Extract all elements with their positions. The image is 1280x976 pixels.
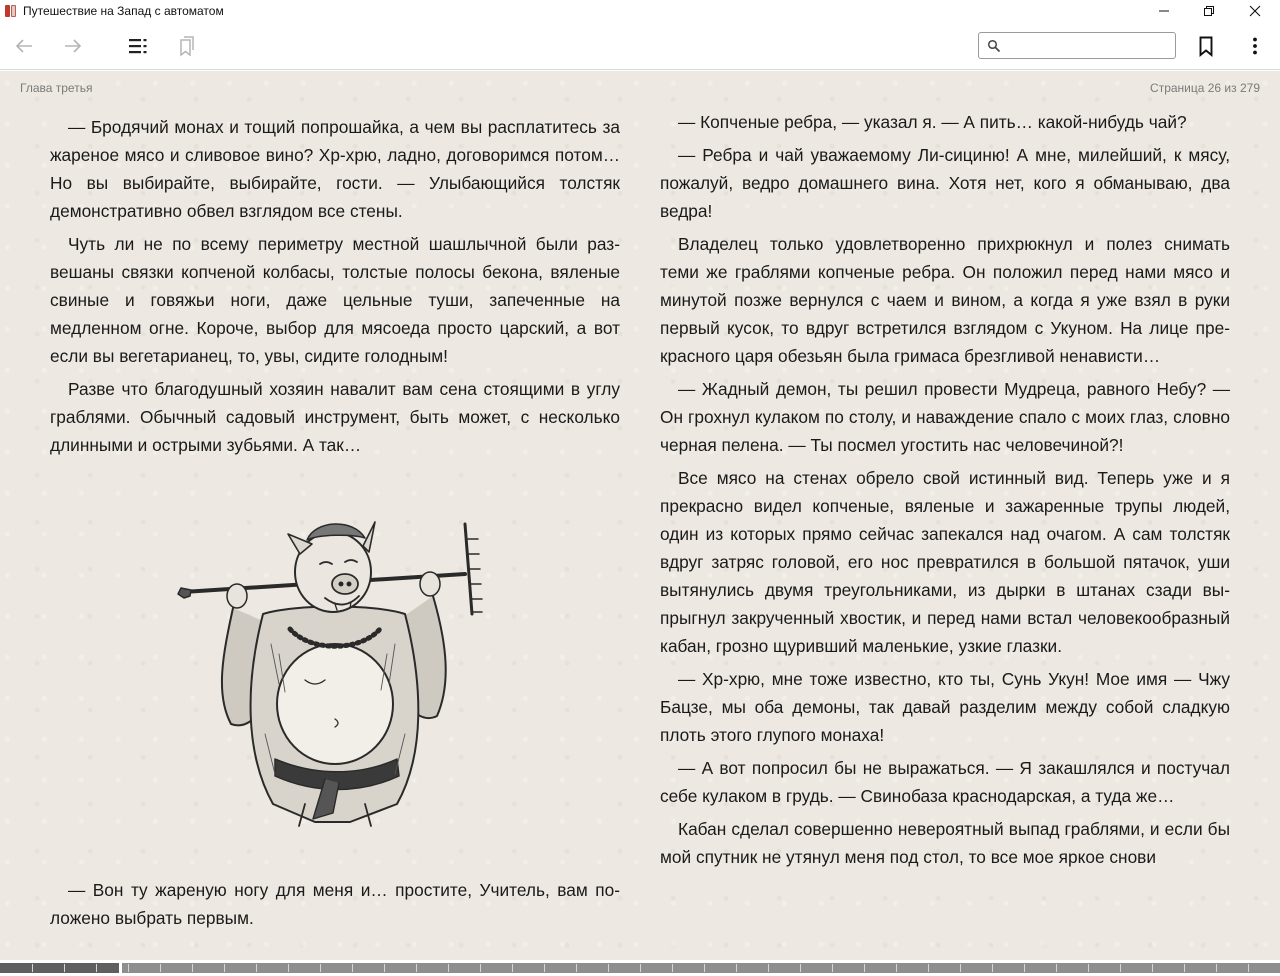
chapter-tick bbox=[1024, 964, 1025, 972]
progress-thumb[interactable] bbox=[119, 963, 122, 973]
chapter-tick bbox=[32, 964, 33, 972]
menu-button[interactable] bbox=[1243, 34, 1267, 58]
app-book-icon bbox=[4, 4, 18, 18]
chapter-tick bbox=[1120, 964, 1121, 972]
chapter-tick bbox=[1184, 964, 1185, 972]
chapter-tick bbox=[768, 964, 769, 972]
chapter-tick bbox=[1216, 964, 1217, 972]
chapter-tick bbox=[544, 964, 545, 972]
restore-button[interactable] bbox=[1186, 0, 1232, 22]
paragraph: — Ребра и чай уважаемому Ли-сициню! А мне, милейший, к мясу, пожалуй, ведро домашнего вина. Хотя нет, кого я обманываю, два ведра! bbox=[660, 145, 1230, 221]
chapter-tick bbox=[1152, 964, 1153, 972]
minimize-icon bbox=[1158, 5, 1170, 17]
chapter-tick bbox=[736, 964, 737, 972]
chapter-tick bbox=[96, 964, 97, 972]
paragraph: Кабан сделал совершенно невероятный выпад граблями, и если бы мой спутник не утянул меня под стол, то все мое яркое снови bbox=[660, 819, 1230, 867]
forward-button[interactable] bbox=[61, 34, 85, 58]
reading-progress-bar[interactable] bbox=[0, 960, 1280, 976]
page-indicator: Страница 26 из 279 bbox=[1150, 81, 1260, 95]
chapter-tick bbox=[416, 964, 417, 972]
left-page-text-bottom bbox=[50, 876, 620, 932]
search-icon bbox=[987, 39, 1001, 53]
chapter-tick bbox=[832, 964, 833, 972]
chapter-tick bbox=[384, 964, 385, 972]
chapter-tick bbox=[800, 964, 801, 972]
left-page-text bbox=[50, 113, 620, 464]
toolbar bbox=[0, 22, 1280, 70]
search-input[interactable] bbox=[1005, 36, 1171, 55]
chapter-tick bbox=[1088, 964, 1089, 972]
paragraph: Все мясо на стенах обрело свой истинный вид. Теперь уже и я прекрасно видел копченые, вяленые и зажаренные трупы людей, один из которых прямо сейчас запекался над очагом. А сам толстяк вдруг затряс головой, его нос превратился в большой пятачок, уши вытянулись двумя треугольниками, из дырки в штанах сзади выпрыгнул закрученный хвостик, и перед нами встал человекообразный кабан, грозно щуривший маленькие, узкие глазки. bbox=[660, 468, 1230, 656]
paragraph: — Копченые ребра, — указал я. — А пить… какой-нибудь чай? bbox=[678, 112, 1187, 132]
paragraph: — А вот попросил бы не выражаться. — Я закашлялся и постучал себе кулаком в грудь. — Свинобаза краснодарская, а туда же… bbox=[660, 758, 1230, 806]
paragraph: — Вон ту жареную ногу для меня и… простите, Учитель, вам положено выбрать первым. bbox=[50, 880, 620, 928]
chapter-tick bbox=[704, 964, 705, 972]
chapter-tick bbox=[1248, 964, 1249, 972]
close-button[interactable] bbox=[1232, 0, 1278, 22]
chapter-tick bbox=[640, 964, 641, 972]
chapter-tick bbox=[512, 964, 513, 972]
chapter-tick bbox=[224, 964, 225, 972]
chapter-tick bbox=[1056, 964, 1057, 972]
chapter-tick bbox=[896, 964, 897, 972]
restore-icon bbox=[1203, 5, 1215, 17]
back-button[interactable] bbox=[12, 34, 36, 58]
chapter-tick bbox=[352, 964, 353, 972]
paragraph: — Хр-хрю, мне тоже известно, кто ты, Сунь Укун! Мое имя — Чжу Бацзе, мы оба демоны, так давай разделим между собой сладкую плоть этого глупого монаха! bbox=[660, 669, 1230, 745]
bookmarks-list-button[interactable] bbox=[174, 34, 198, 58]
table-of-contents-icon bbox=[127, 35, 149, 57]
contents-button[interactable] bbox=[126, 34, 150, 58]
paragraph: Чуть ли не по всему периметру местной шашлычной были развешаны связки копченой колбасы, толстые полосы бекона, вяленые свиные и говяжьи ноги, даже цельные туши, запеченные на медленном огне. Короче, выбор для мясоеда просто царский, а вот если вы вегетарианец, то, увы, сидите голодным! bbox=[50, 234, 620, 366]
search-box[interactable] bbox=[978, 32, 1176, 59]
chapter-tick bbox=[864, 964, 865, 972]
bookmark-button[interactable] bbox=[1194, 34, 1218, 58]
chapter-tick bbox=[992, 964, 993, 972]
reading-area[interactable] bbox=[0, 71, 1280, 960]
arrow-left-icon bbox=[13, 35, 35, 57]
minimize-button[interactable] bbox=[1141, 0, 1187, 22]
chapter-tick bbox=[288, 964, 289, 972]
paragraph: Владелец только удовлетворенно прихрюкнул и полез снимать теми же граблями копченые ребра. Он положил перед нами мясо и минутой позже вернулся с чаем и вином, а когда я уже взял в руки первый кусок, то вдруг встретился взглядом с Укуном. На лице прекрасного царя обезьян была гримаса брезгливой ненависти… bbox=[660, 234, 1230, 366]
chapter-tick bbox=[256, 964, 257, 972]
right-page-text bbox=[660, 108, 1230, 876]
chapter-tick bbox=[448, 964, 449, 972]
paragraph: — Бродячий монах и тощий попрошайка, а чем вы расплатитесь за жареное мясо и сливовое вино? Хр-хрю, ладно, договоримся потом… Но вы выбирайте, выбирайте, гости. — Улыбающийся толстяк демонстративно обвел взглядом все стены. bbox=[50, 117, 620, 221]
chapter-tick bbox=[480, 964, 481, 972]
title-bar bbox=[0, 0, 1280, 22]
chapter-tick bbox=[928, 964, 929, 972]
more-vertical-icon bbox=[1244, 35, 1266, 57]
chapter-tick bbox=[192, 964, 193, 972]
window-title: Путешествие на Запад с автоматом bbox=[23, 4, 224, 18]
bookmarks-list-icon bbox=[175, 35, 197, 57]
chapter-tick bbox=[160, 964, 161, 972]
chapter-tick bbox=[64, 964, 65, 972]
chapter-tick bbox=[672, 964, 673, 972]
close-icon bbox=[1249, 5, 1261, 17]
chapter-title: Глава третья bbox=[20, 81, 93, 95]
chapter-tick bbox=[576, 964, 577, 972]
bookmark-icon bbox=[1195, 35, 1217, 57]
progress-fill bbox=[0, 963, 119, 973]
paragraph: — Жадный демон, ты решил провести Мудреца, равного Небу? — Он грохнул кулаком по столу, и наваждение спало с моих глаз, словно черная пелена. — Ты посмел угостить нас человечиной?! bbox=[660, 379, 1230, 455]
chapter-tick bbox=[960, 964, 961, 972]
arrow-right-icon bbox=[62, 35, 84, 57]
paragraph: Разве что благодушный хозяин навалит вам сена стоящими в углу граблями. Обычный садовый инструмент, быть может, с несколько длинными и острыми зубьями. А так… bbox=[50, 379, 620, 455]
pig-demon-with-rake-illustration bbox=[175, 504, 495, 834]
chapter-tick bbox=[128, 964, 129, 972]
chapter-tick bbox=[608, 964, 609, 972]
chapter-tick bbox=[320, 964, 321, 972]
